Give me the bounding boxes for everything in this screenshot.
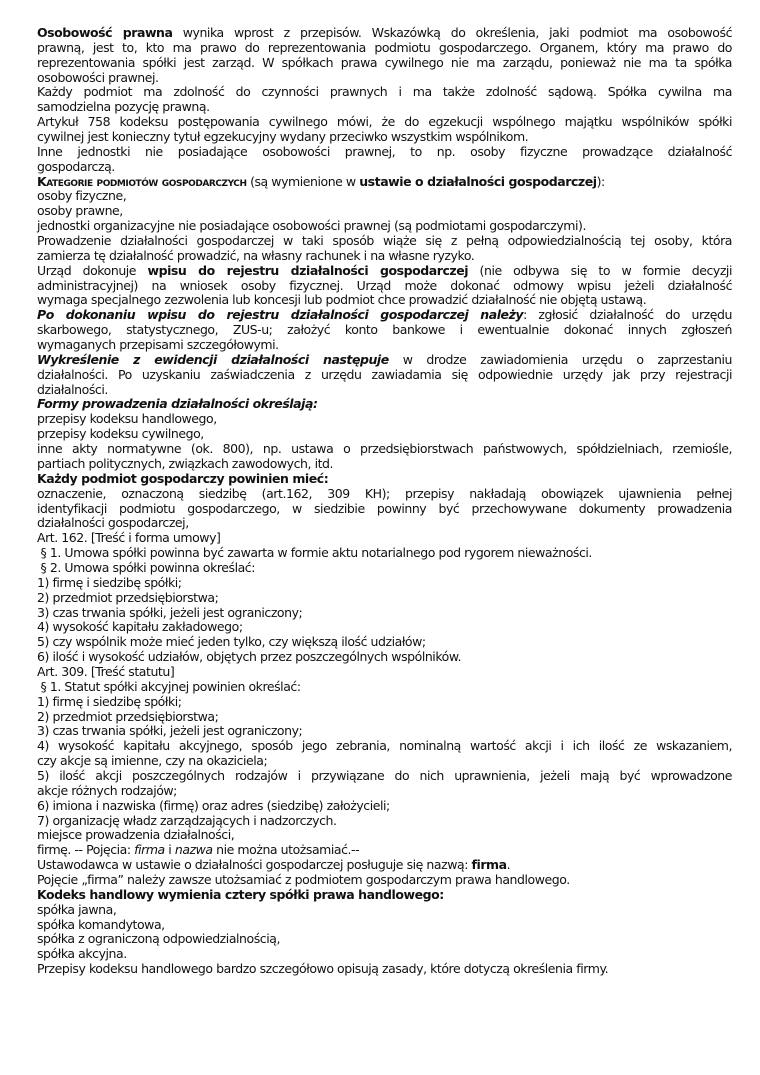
text-line [37,695,732,710]
text-segment: . [506,857,511,873]
text-segment: czy akcje są imienne, czy na okaziciela; [37,753,268,769]
text-segment: Prowadzenie działalności gospodarczej w taki sposób wiąże się z pełną odpowiedzialnością tej osoby, która [37,233,732,249]
emphasized-text: nazwa [174,842,213,858]
text-line [37,383,732,398]
text-line [37,219,732,234]
text-segment: Artykuł 758 kodeksu postępowania cywilnego mówi, że do egzekucji wspólnego majątku wspólników spółki [37,114,732,130]
text-line [37,650,732,665]
text-segment: działalności. [37,381,108,397]
text-line [37,546,732,561]
text-segment: wymaga specjalnego zezwolenia lub koncesji lub podmiot chce prowadzić działalność nie objętą ustawą. [37,292,647,308]
text-segment: akcje różnych rodzajów; [37,782,177,798]
text-line [37,710,732,725]
text-segment: 2) przedmiot przedsiębiorstwa; [37,589,219,605]
text-line [37,903,732,918]
text-segment: jednostki organizacyjne nie posiadające osobowości prawnej (są podmiotami gospodarczymi). [37,218,586,234]
text-segment: partiach politycznych, związkach zawodowych, itd. [37,455,334,471]
text-line [37,784,732,799]
text-line [37,472,732,487]
text-line [37,26,732,41]
text-segment: inne akty normatywne (ok. 800), np. ustawa o przedsiębiorstwach państwowych, spółdzielniach, rzemiośle, [37,441,732,457]
text-line [37,918,732,933]
text-segment: (nie odbywa się to w formie decyzji [468,262,732,278]
text-segment: § 2. Umowa spółki powinna określać: [37,559,255,575]
text-segment: oznaczenie, oznaczoną siedzibę (art.162, 309 KH); przepisy nakładają obowiązek ujawnienia pełnej [37,485,732,501]
text-segment: spółka jawna, [37,901,117,917]
text-segment: 6) ilość i wysokość udziałów, objętych przez poszczególnych wspólników. [37,649,462,665]
text-segment: Art. 162. [Treść i forma umowy] [37,530,221,546]
text-segment: 2) przedmiot przedsiębiorstwa; [37,708,219,724]
text-line [37,962,732,977]
emphasized-text: Wykreślenie z ewidencji działalności następuje [37,351,389,367]
text-line [37,130,732,145]
text-segment: 6) imiona i nazwiska (firmę) oraz adres (siedzibę) założycieli; [37,797,390,813]
text-segment: samodzielna pozycję prawną. [37,99,210,115]
emphasized-text: Osobowość prawna [37,25,173,40]
text-segment: osoby fizyczne, [37,188,127,204]
text-segment: spółka z ograniczoną odpowiedzialnością, [37,931,280,947]
text-line [37,769,732,784]
text-line [37,680,732,695]
text-segment: Każdy podmiot ma zdolność do czynności prawnych i ma także zdolność sądową. Spółka cywilna ma [37,84,732,100]
text-segment: : zgłosić działalność do urzędu [523,307,732,323]
text-segment: cywilnej jest konieczny tytuł egzekucyjny wydany przeciwko wszystkim wspólnikom. [37,129,529,145]
text-segment: działalności gospodarczej, [37,515,189,531]
emphasized-text: Kodeks handlowy wymienia cztery spółki prawa handlowego: [37,886,444,902]
text-line [37,85,732,100]
text-line [37,754,732,769]
text-line [37,502,732,517]
text-line [37,368,732,383]
text-line [37,531,732,546]
text-line [37,457,732,472]
text-segment: wynika wprost z przepisów. Wskazówką do określenia, jaki podmiot ma osobowość [172,25,732,40]
text-segment: Inne jednostki nie posiadające osobowości prawnej, to np. osoby fizyczne prowadzące działalność [37,143,732,159]
text-segment: i [164,842,175,858]
text-line [37,665,732,680]
text-line [37,323,732,338]
text-line [37,353,732,368]
text-line [37,71,732,86]
text-line [37,828,732,843]
text-line [37,279,732,294]
text-line [37,189,732,204]
text-segment: ): [596,173,605,189]
text-line [37,427,732,442]
emphasized-text: ustawie o działalności gospodarczej [359,173,597,189]
text-line [37,873,732,888]
emphasized-text: Każdy podmiot gospodarczy powinien mieć: [37,470,329,486]
text-line [37,293,732,308]
document-body [37,26,732,977]
text-line [37,635,732,650]
text-line [37,724,732,739]
text-segment: przepisy kodeksu cywilnego, [37,426,204,442]
text-segment: Przepisy kodeksu handlowego bardzo szczegółowo opisują zasady, które dotyczą określenia firmy. [37,961,609,977]
text-segment: gospodarczą. [37,158,115,174]
text-line [37,858,732,873]
text-segment: Pojęcie „firma” należy zawsze utożsamiać z podmiotem gospodarczym prawa handlowego. [37,871,570,887]
emphasized-text: firma [471,857,507,873]
text-line [37,888,732,903]
text-segment: (są wymienione w [246,173,360,189]
text-segment: 3) czas trwania spółki, jeżeli jest ograniczony; [37,604,303,620]
emphasized-text: Formy prowadzenia działalności określają: [37,396,318,412]
text-segment: w drodze zawiadomienia urzędu o zaprzestaniu [388,351,732,367]
text-segment: prawną, jest to, kto ma prawo do reprezentowania podmiotu gospodarczego. Organem, który ma prawo do [37,39,732,55]
text-segment: identyfikacji podmiotu gospodarczego, w siedzibie powinny być przechowywane dokumenty prowadzenia [37,500,732,516]
text-segment: 1) firmę i siedzibę spółki; [37,574,182,590]
text-line [37,249,732,264]
text-line [37,591,732,606]
emphasized-text: wpisu do rejestru działalności gospodarczej [147,262,469,278]
text-line [37,799,732,814]
text-line [37,516,732,531]
text-line [37,145,732,160]
text-line [37,561,732,576]
text-segment: 5) czy wspólnik może mieć jeden tylko, czy większą ilość udziałów; [37,634,426,650]
text-line [37,100,732,115]
text-segment: administracyjnej) na wniosek osoby fizycznej. Urząd może dokonać odmowy wpisu jeżeli działalność [37,277,732,293]
text-segment: spółka akcyjna. [37,946,127,962]
text-segment: nie można utożsamiać.-- [212,842,360,858]
text-line [37,932,732,947]
text-segment: firmę. -- Pojęcia: [37,842,135,858]
text-line [37,56,732,71]
text-line [37,412,732,427]
text-line [37,487,732,502]
text-segment: Art. 309. [Treść statutu] [37,663,175,679]
text-segment: § 1. Statut spółki akcyjnej powinien określać: [37,678,301,694]
text-segment: 5) ilość akcji poszczególnych rodzajów i przywiązane do nich uprawnienia, jeżeli mają być wprowadzone [37,767,732,783]
text-segment: skarbowego, statystycznego, ZUS-u; założyć konto bankowe i ewentualnie dokonać innych zgłoszeń [37,322,732,338]
text-segment: działalności. Po uzyskaniu zaświadczenia z urzędu zawiadamia się odpowiednie urzędy jak przy rejestracji [37,366,732,382]
text-line [37,115,732,130]
text-line [37,814,732,829]
text-line [37,308,732,323]
text-line [37,606,732,621]
text-segment: Ustawodawca w ustawie o działalności gospodarczej posługuje się nazwą: [37,857,472,873]
text-line [37,204,732,219]
text-segment: osoby prawne, [37,203,123,219]
text-line [37,843,732,858]
text-line [37,739,732,754]
text-line [37,338,732,353]
text-segment: przepisy kodeksu handlowego, [37,411,217,427]
text-line [37,397,732,412]
emphasized-text: Kategorie podmiotów gospodarczych [37,173,247,189]
text-line [37,264,732,279]
text-segment: 7) organizację władz zarządzających i nadzorczych. [37,812,337,828]
text-segment: § 1. Umowa spółki powinna być zawarta w formie aktu notarialnego pod rygorem nieważności. [37,545,592,561]
text-segment: 1) firmę i siedzibę spółki; [37,693,182,709]
text-segment: Urząd dokonuje [37,262,148,278]
text-line [37,442,732,457]
text-segment: wymaganych przepisami szczegółowymi. [37,337,279,353]
text-line [37,576,732,591]
text-line [37,234,732,249]
text-line [37,41,732,56]
text-segment: osobowości prawnej. [37,69,159,85]
text-line [37,160,732,175]
text-segment: zamierza tę działalność prowadzić, na własny rachunek i na własne ryzyko. [37,247,475,263]
emphasized-text: firma [134,842,165,858]
text-segment: 4) wysokość kapitału zakładowego; [37,619,243,635]
text-segment: miejsce prowadzenia działalności, [37,827,235,843]
text-line [37,947,732,962]
text-segment: 4) wysokość kapitału akcyjnego, sposób jego zebrania, nominalną wartość akcji i ich ilość ze wskazaniem, [37,738,732,754]
text-segment: spółka komandytowa, [37,916,165,932]
emphasized-text: Po dokonaniu wpisu do rejestru działalności gospodarczej należy [37,307,524,323]
text-segment: reprezentowania spółki jest zarząd. W spółkach prawa cywilnego nie ma zarządu, ponieważ nie ma ta spółka [37,54,732,70]
text-line [37,620,732,635]
text-line [37,175,732,190]
text-segment: 3) czas trwania spółki, jeżeli jest ograniczony; [37,723,303,739]
